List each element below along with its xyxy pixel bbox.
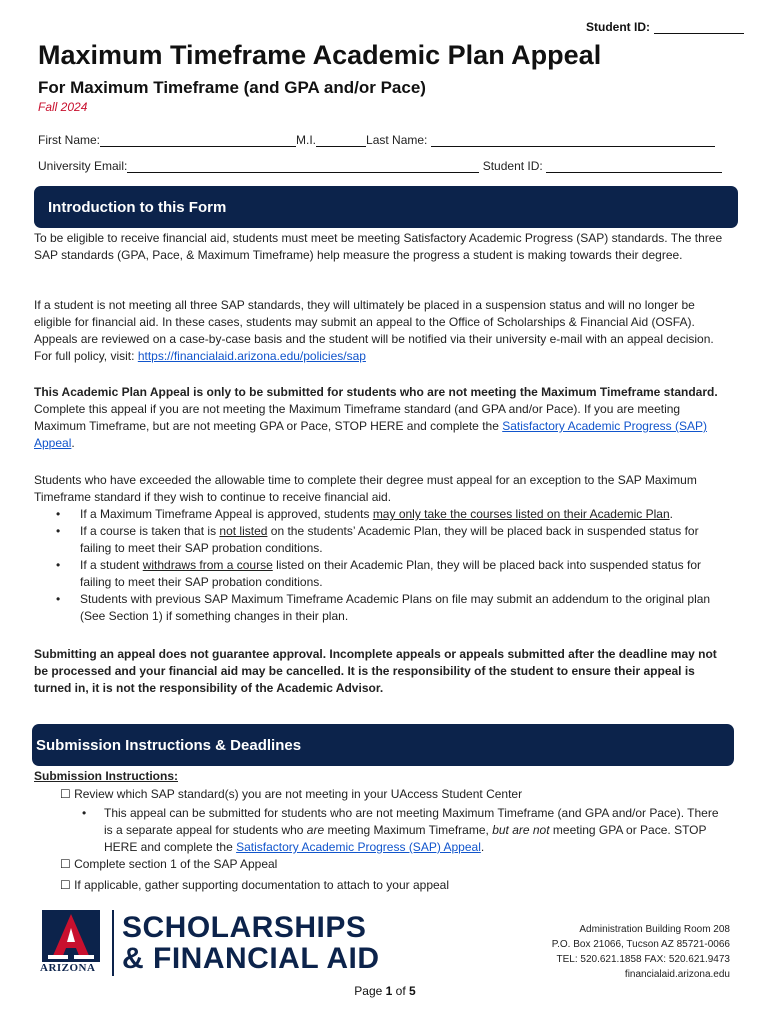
page-total: 5 <box>409 984 416 998</box>
step-1-bullet-italic-1: are <box>306 823 325 837</box>
bullet-4-text: Students with previous SAP Maximum Timeframe Academic Plans on file may submit an addendum to the original plan (See Section 1) if something changes in their plan. <box>80 592 711 623</box>
address-line-4: financialaid.arizona.edu <box>624 969 730 980</box>
logo-line-1: SCHOLARSHIPS <box>122 911 367 944</box>
step-1-bullet-text-a: This appeal can be submitted for students who are not meeting Maximum Timeframe (and GPA and/or Pace). There is a separate appeal for students who <box>104 806 719 837</box>
bullet-2-underlined: not listed <box>219 524 268 538</box>
page-title: Maximum Timeframe Academic Plan Appeal <box>38 40 602 70</box>
first-name-label: First Name: <box>38 133 101 147</box>
bullet-icon: • <box>56 558 61 572</box>
logo-divider <box>112 910 114 976</box>
step-1-bullet-end: . <box>480 840 485 854</box>
bullet-icon: • <box>82 806 87 820</box>
list-item <box>60 805 724 856</box>
mi-label: M.I. <box>296 133 317 147</box>
last-name-field[interactable] <box>431 134 715 147</box>
intro-paragraph-4-text: Students who have exceeded the allowable time to complete their degree must appeal for an exception to the SAP Maximum Timeframe standard if they wish to continue to receive financial aid. <box>34 473 697 504</box>
bullet-icon: • <box>56 592 61 606</box>
step-2-checkbox[interactable]: ☐ Complete section 1 of the SAP Appeal <box>60 857 278 871</box>
list-item <box>34 506 724 523</box>
bullet-icon: • <box>56 507 61 521</box>
term-label: Fall 2024 <box>38 100 88 114</box>
intro-paragraph-3-bold: This Academic Plan Appeal is only to be submitted for students who are not meeting the Maximum Timeframe standard. <box>34 385 718 399</box>
email-label: University Email: <box>38 159 128 173</box>
intro-paragraph-1: To be eligible to receive financial aid, students must meet be meeting Satisfactory Academic Progress (SAP) standards. The three SAP standards (GPA, Pace, & Maximum Timeframe) help measure the progress a student is making towards their degree. <box>34 231 723 262</box>
intro-paragraph-3-end: . <box>71 436 75 450</box>
intro-paragraph-2-text: If a student is not meeting all three SAP standards, they will ultimately be placed in a suspension status and will no longer be eligible for financial aid. In these cases, students may submit an appeal to the Office of Scholarships & Financial Aid (OSFA). Appeals are reviewed on a case-by-case basis and the student will be notified via their university e-mail with an appeal decision. For full policy, visit: <box>34 298 714 363</box>
student-id-top-label: Student ID: <box>586 20 650 34</box>
page-subtitle: For Maximum Timeframe (and GPA and/or Pace) <box>38 78 426 97</box>
page-prefix: Page <box>354 984 386 998</box>
email-field-row <box>38 159 722 173</box>
submission-banner <box>32 724 734 766</box>
student-id-top-line[interactable] <box>654 21 744 34</box>
intro-paragraph-3-text: Complete this appeal if you are not meeting the Maximum Timeframe standard (and GPA and/or Pace). If you are meeting Maximum Timeframe, but are not meeting GPA or Pace, STOP HERE and complete the <box>34 402 681 433</box>
student-id-top <box>586 20 744 34</box>
address-line-1: Administration Building Room 208 <box>579 924 730 935</box>
last-name-label: Last Name: <box>366 133 428 147</box>
student-id-label: Student ID: <box>482 159 543 173</box>
intro-heading: Introduction to this Form <box>48 198 227 216</box>
intro-paragraph-3 <box>34 384 724 452</box>
submission-label: Submission Instructions: <box>34 769 179 783</box>
sap-appeal-link-2[interactable]: Satisfactory Academic Progress (SAP) Appeal <box>236 840 481 854</box>
page-number <box>0 984 770 998</box>
arizona-logo <box>40 908 102 969</box>
logo-line-2: & FINANCIAL AID <box>122 942 380 975</box>
step-1-bullet-text-c: meeting GPA or Pace. STOP HERE and complete the <box>104 823 707 854</box>
bullet-3-text: If a student <box>80 558 143 572</box>
arizona-a-icon <box>40 908 102 964</box>
intro-banner <box>34 186 738 228</box>
step-1-checkbox[interactable]: ☐ Review which SAP standard(s) you are not meeting in your UAccess Student Center <box>60 787 523 801</box>
conditions-list <box>34 506 724 625</box>
bullet-3-end: listed on their Academic Plan, they will be placed back into suspended status for failing to meet their SAP probation conditions. <box>80 558 702 589</box>
bullet-icon: • <box>56 524 61 538</box>
bullet-1-end: . <box>669 507 673 521</box>
step-1-bullets <box>60 805 724 856</box>
bullet-2-end: on the students’ Academic Plan, they will be placed back in suspended status for failing to meet their SAP probation conditions. <box>80 524 699 555</box>
arizona-wordmark: ARIZONA <box>40 962 96 974</box>
step-1-bullet-italic-2: but are not <box>492 823 550 837</box>
step-1-list <box>60 805 724 856</box>
intro-paragraph-4 <box>34 472 724 625</box>
submission-heading: Submission Instructions & Deadlines <box>36 736 302 754</box>
bullet-1-text: If a Maximum Timeframe Appeal is approved, students <box>80 507 373 521</box>
intro-paragraph-2 <box>34 297 724 365</box>
page-mid: of <box>392 984 410 998</box>
bullet-1-underlined: may only take the courses listed on their Academic Plan <box>372 507 670 521</box>
first-name-field[interactable] <box>100 134 296 147</box>
step-1-bullet-text-b: meeting Maximum Timeframe, <box>324 823 493 837</box>
mi-field[interactable] <box>316 134 366 147</box>
list-item <box>34 557 724 591</box>
name-field-row <box>38 133 715 147</box>
page-current: 1 <box>385 984 393 998</box>
warning-paragraph: Submitting an appeal does not guarantee approval. Incomplete appeals or appeals submitted after the deadline may not be processed and your financial aid may be cancelled. It is the responsibility of the student to ensure their appeal is turned in, it is not the responsibility of the Academic Advisor. <box>34 647 717 695</box>
address-line-3: TEL: 520.621.1858 FAX: 520.621.9473 <box>556 954 730 965</box>
office-address <box>552 922 730 982</box>
osfa-logo-text <box>122 912 380 974</box>
address-line-2: P.O. Box 21066, Tucson AZ 85721-0066 <box>551 939 730 950</box>
bullet-3-underlined: withdraws from a course <box>142 558 273 572</box>
sap-appeal-link[interactable]: Satisfactory Academic Progress (SAP) Appeal <box>34 419 707 450</box>
email-field[interactable] <box>127 160 479 173</box>
step-3-checkbox[interactable]: ☐ If applicable, gather supporting documentation to attach to your appeal <box>60 878 450 892</box>
list-item <box>34 591 724 625</box>
student-id-field[interactable] <box>546 160 722 173</box>
list-item <box>34 523 724 557</box>
bullet-2-text: If a course is taken that is <box>80 524 220 538</box>
sap-policy-link[interactable]: https://financialaid.arizona.edu/policies/sap <box>137 349 366 363</box>
